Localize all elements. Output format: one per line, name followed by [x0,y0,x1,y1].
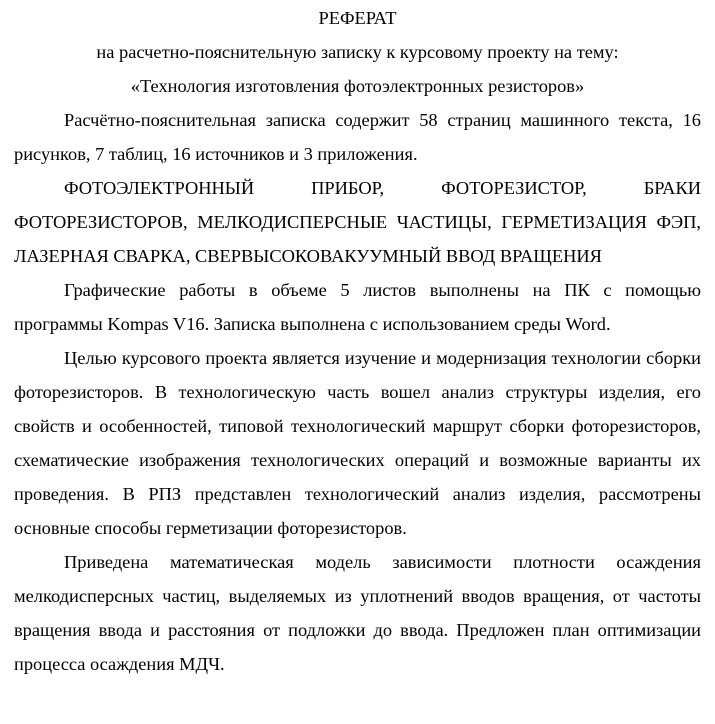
graphics-paragraph: Графические работы в объеме 5 листов выполнены на ПК с помощью программы Kompas V16. Записка выполнена с использованием среды Word. [14,280,701,334]
keywords-paragraph: ФОТОЭЛЕКТРОННЫЙ ПРИБОР, ФОТОРЕЗИСТОР, БРАКИ ФОТОРЕЗИСТОРОВ, МЕЛКОДИСПЕРСНЫЕ ЧАСТИЦЫ, ГЕРМЕТИЗАЦИЯ ФЭП, ЛАЗЕРНАЯ СВАРКА, СВЕРВЫСОКОВАКУУМНЫЙ ВВОД ВРАЩЕНИЯ [14,178,701,266]
document-subtitle: на расчетно-пояснительную записку к курсовому проекту на тему: [96,42,619,62]
goal-paragraph: Целью курсового проекта является изучение и модернизация технологии сборки фоторезисторов. В технологическую часть вошел анализ структуры изделия, его свойств и особенностей, типовой технологический маршрут сборки фоторезисторов, схематические изображения технологических операций и возможные варианты их проведения. В РПЗ представлен технологический анализ изделия, рассмотрены основные способы герметизации фоторезисторов. [14,348,701,538]
model-paragraph: Приведена математическая модель зависимости плотности осаждения мелкодисперсных частиц, выделяемых из уплотнений вводов вращения, от частоты вращения ввода и расстояния от подложки до ввода. Предложен план оптимизации процесса осаждения МДЧ. [14,552,701,674]
document-page [14,0,701,681]
document-title: РЕФЕРАТ [318,8,397,28]
document-topic: «Технология изготовления фотоэлектронных резисторов» [130,76,585,96]
summary-paragraph: Расчётно-пояснительная записка содержит 58 страниц машинного текста, 16 рисунков, 7 таблиц, 16 источников и 3 приложения. [14,110,701,164]
